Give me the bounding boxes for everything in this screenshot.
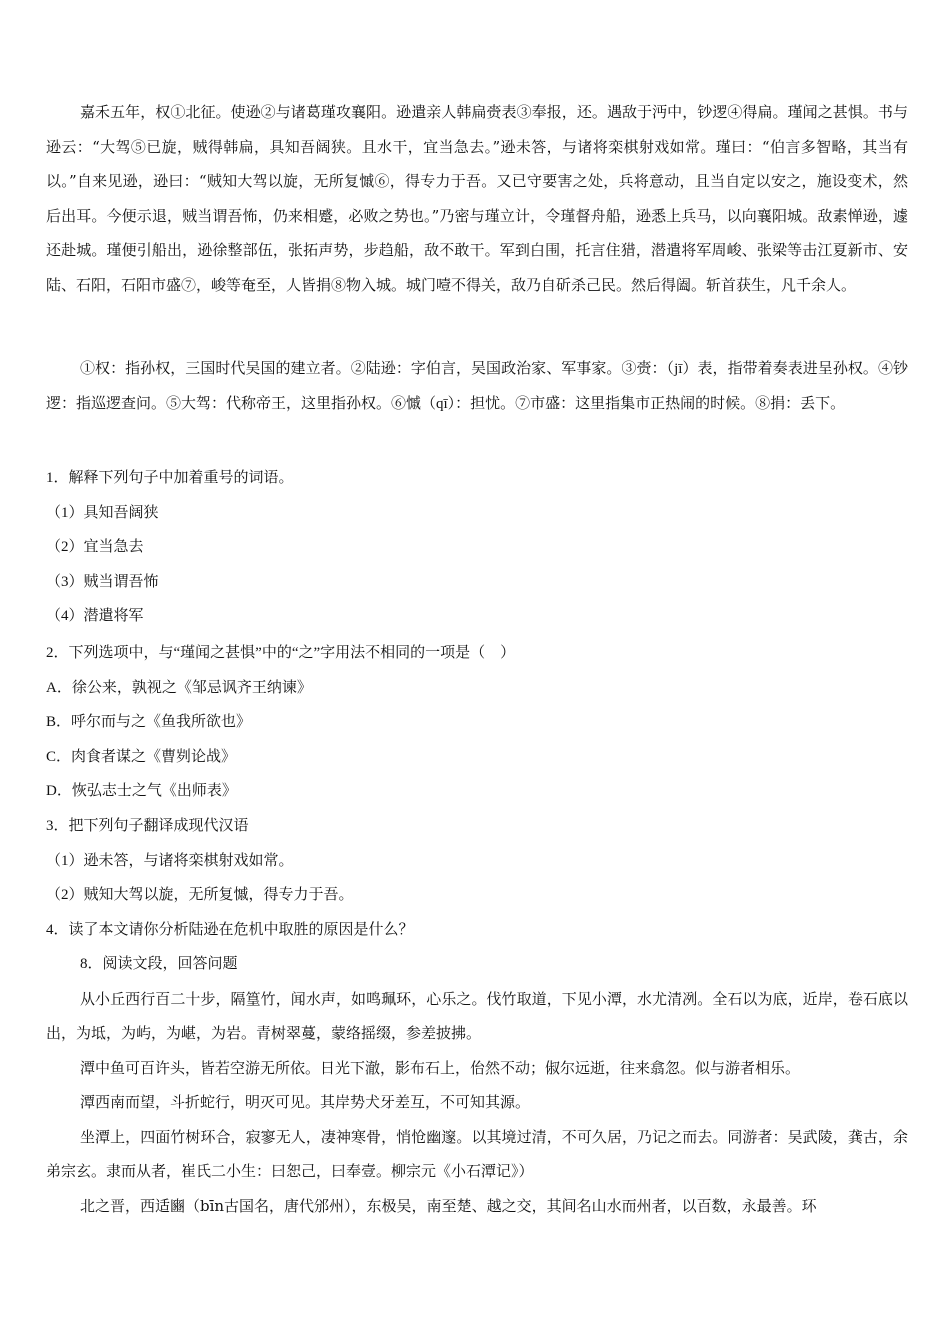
- question-1: [46, 461, 908, 634]
- section-8: [46, 947, 908, 1223]
- question-4-title: 4．读了本文请你分析陆逊在危机中取胜的原因是什么？: [46, 922, 414, 938]
- question-1-item: （3）贼当谓吾怖: [46, 573, 159, 590]
- question-1-item: （4）潜遣将军: [46, 608, 144, 624]
- section-8-paragraph: 从小丘西行百二十步，隔篁竹，闻水声，如鸣珮环，心乐之。伐竹取道，下见小潭，水尤清冽。全石以为底，近岸，卷石底以出，为坻，为屿，为嵁，为岩。青树翠蔓，蒙络摇缀，参差披拂。: [46, 989, 908, 1042]
- question-1-item: （2）宜当急去: [46, 539, 144, 555]
- question-3-item: （1）逊未答，与诸将栾棋射戏如常。: [46, 852, 294, 869]
- section-8-heading: 8．阅读文段，回答问题: [80, 956, 238, 972]
- section-8-paragraph: 潭西南而望，斗折蛇行，明灭可见。其岸势犬牙差互，不可知其源。: [80, 1093, 531, 1111]
- footnotes-section: [46, 352, 908, 421]
- passage-section: [46, 95, 908, 302]
- question-2-option: A．徐公来，孰视之《邹忌讽齐王纳谏》: [46, 679, 312, 696]
- footnotes: ①权：指孙权，三国时代吴国的建立者。②陆逊：字伯言，吴国政治家、军事家。③赍：（jī）表，指带着奏表进呈孙权。④钞逻：指巡逻查问。⑤大驾：代称帝王，这里指孙权。⑥慽（qī）：担忧。⑦市盛：这里指集市正热闹的时候。⑧捐：丢下。: [46, 361, 908, 412]
- question-2-title: 2．下列选项中，与“瑾闻之甚惧”中的“之”字用法不相同的一项是（ ）: [46, 645, 516, 661]
- question-2-option: B．呼尔而与之《鱼我所欲也》: [46, 714, 252, 730]
- question-4: [46, 913, 908, 948]
- section-8-paragraph: 坐潭上，四面竹树环合，寂寥无人，凄神寒骨，悄怆幽邃。以其境过清，不可久居，乃记之而去。同游者：吴武陵，龚古，余弟宗玄。隶而从者，崔氏二小生：曰恕己，曰奉壹。柳宗元《小石潭记》）: [46, 1127, 908, 1180]
- question-3: [46, 809, 908, 913]
- question-3-item: （2）贼知大驾以旋，无所复慽，得专力于吾。: [46, 887, 354, 903]
- question-1-title: 1．解释下列句子中加着重号的词语。: [46, 470, 294, 486]
- passage-paragraph: 嘉禾五年，权①北征。使逊②与诸葛瑾攻襄阳。逊遣亲人韩扁赍表③奉报，还。遇敌于沔中，钞逻④得扁。瑾闻之甚惧。书与逊云：“大驾⑤已旋，贼得韩扁，具知吾阔狭。且水干，宜当急去。”逊未答，与诸将栾棋射戏如常。瑾曰：“伯言多智略，其当有以。”自来见逊，逊曰：“贼知大驾以旋，无所复慽⑥，得专力于吾。又已守要害之处，兵将意动，且当自定以安之，施设变术，然后出耳。今便示退，贼当谓吾怖，仍来相蹙，必败之势也。”乃密与瑾立计，令瑾督舟船，逊悉上兵马，以向襄阳城。敌素惮逊，遽还赴城。瑾便引船出，逊徐整部伍，张拓声势，步趋船，敌不敢干。军到白围，托言住猎，潜遣将军周峻、张梁等击江夏新市、安陆、石阳，石阳市盛⑦，峻等奄至，人皆捐⑧物入城。城门噎不得关，敌乃自斫杀己民。然后得阖。斩首获生，凡千余人。: [46, 103, 908, 294]
- section-8-paragraph: 北之晋，西适豳（bīn古国名，唐代邠州），东极吴，南至楚、越之交，其间名山水而州者，以百数，永最善。环: [80, 1196, 817, 1215]
- section-8-paragraph: 潭中鱼可百许头，皆若空游无所依。日光下澈，影布石上，佁然不动；俶尔远逝，往来翕忽。似与游者相乐。: [80, 1058, 801, 1077]
- question-2-option: D．恢弘志士之气《出师表》: [46, 783, 237, 799]
- question-3-title: 3．把下列句子翻译成现代汉语: [46, 818, 249, 834]
- question-2: [46, 636, 908, 809]
- question-2-option: C．肉食者谋之《曹刿论战》: [46, 748, 237, 765]
- question-1-item: （1）具知吾阔狭: [46, 504, 159, 521]
